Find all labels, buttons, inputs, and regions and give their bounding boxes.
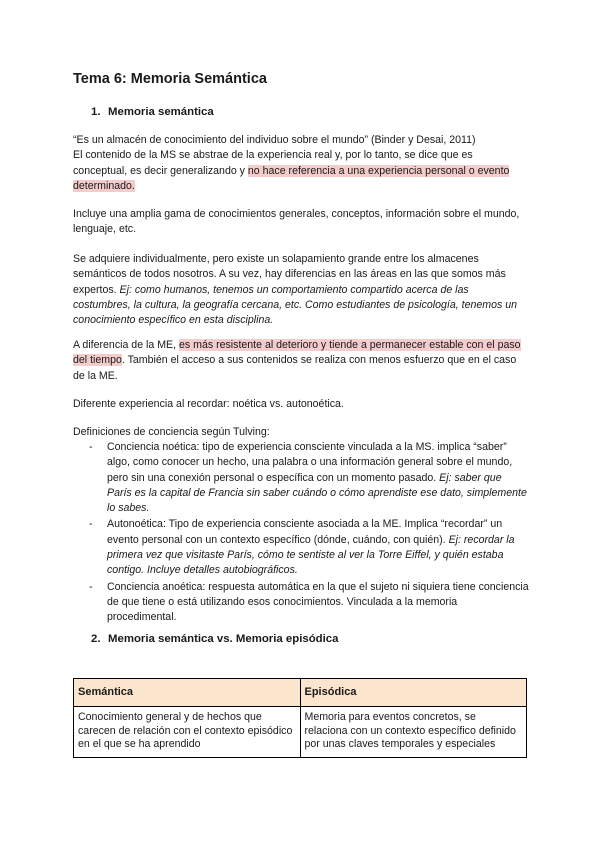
definition-item-anoetica: [73, 580, 529, 626]
definition-example: Ej: saber que París es la capital de Francia sin saber cuándo o cómo aprendiste ese dato, simplemente lo sabes.: [107, 471, 527, 515]
definition-text: Conciencia noética: tipo de experiencia consciente vinculada a la MS. implica “saber” algo, como conocer un hecho, una palabra o una información general sobre el mundo, pero sin una conexión personal o específica con un momento pasado.: [107, 441, 513, 484]
page-title: Tema 6: Memoria Semántica: [73, 71, 267, 87]
paragraph-4: [73, 338, 529, 384]
definition-item-autonoetica: [73, 517, 529, 578]
paragraph-3-text: Se adquiere individualmente, pero existe un solapamiento grande entre los almacenes semánticos de todos nosotros. A su vez, hay diferencias en las áreas en las que somos más expertos.: [73, 253, 506, 296]
section-2-number: 2.: [91, 633, 101, 645]
section-1-number: 1.: [91, 106, 101, 118]
table-row: [74, 707, 527, 758]
table-cell-semantica: Conocimiento general y de hechos que carecen de relación con el contexto episódico en el que se ha aprendido: [74, 707, 301, 758]
comparison-table: [73, 678, 527, 758]
table-cell-episodica: Memoria para eventos concretos, se relaciona con un contexto específico definido por unas claves temporales y especiales: [300, 707, 527, 758]
quote-text: “Es un almacén de conocimiento del individuo sobre el mundo” (Binder y Desai, 2011): [73, 134, 476, 146]
table-header-episodica: Episódica: [300, 679, 527, 707]
paragraph-4-highlight: es más resistente al deterioro y tiende a permanecer estable con el paso del tiempo: [73, 339, 521, 367]
definition-text: Conciencia anoética: respuesta automática en la que el sujeto ni siquiera tiene conciencia de que tiene o está utilizando esos conocimientos. Vinculada a la memoria procedimental.: [107, 580, 529, 624]
paragraph-1-text: El contenido de la MS se abstrae de la experiencia real y, por lo tanto, se dice que es conceptual, es decir generalizando y: [73, 149, 473, 177]
table-header-semantica: Semántica: [74, 679, 301, 707]
paragraph-1-highlight: no hace referencia a una experiencia personal o evento determinado.: [73, 164, 510, 192]
paragraph-2: Incluye una amplia gama de conocimientos generales, conceptos, información sobre el mundo, lenguaje, etc.: [73, 208, 520, 236]
definition-text: Autonoética: Tipo de experiencia consciente asociada a la ME. Implica “recordar” un evento personal con un contexto específico (dónde, cuándo, con quién).: [107, 518, 503, 546]
paragraph-3: [73, 252, 529, 328]
section-2-heading: [91, 633, 338, 645]
section-2-title: Memoria semántica vs. Memoria episódica: [108, 633, 339, 645]
paragraph-3-example: Ej: como humanos, tenemos un comportamiento compartido acerca de las costumbres, la cultura, la geografía cercana, etc. Como estudiantes de psicología, tenemos un conocimiento específico en esta disciplina.: [73, 283, 518, 327]
section-1-title: Memoria semántica: [108, 106, 214, 118]
section-1-heading: [91, 106, 214, 118]
definition-item-noetica: [73, 440, 529, 516]
paragraph-4-text-a: A diferencia de la ME,: [73, 339, 179, 351]
paragraph-4-text-b: . También el acceso a sus contenidos se realiza con menos esfuerzo que en el caso de la ME.: [73, 354, 517, 382]
quote-paragraph: [73, 133, 529, 194]
definitions-list: [73, 440, 529, 627]
list-dash: -: [89, 580, 93, 593]
paragraph-5: Diferente experiencia al recordar: noética vs. autonoética.: [73, 398, 344, 410]
definition-example: Ej: recordar la primera vez que visitaste París, cómo te sentiste al ver la Torre Eiffel, y quién estaba contigo. Incluye detalles autobiográficos.: [107, 533, 515, 577]
list-dash: -: [89, 441, 93, 453]
definitions-intro: Definiciones de conciencia según Tulving:: [73, 426, 270, 438]
table-header-row: [74, 679, 527, 707]
list-dash: -: [89, 518, 93, 531]
